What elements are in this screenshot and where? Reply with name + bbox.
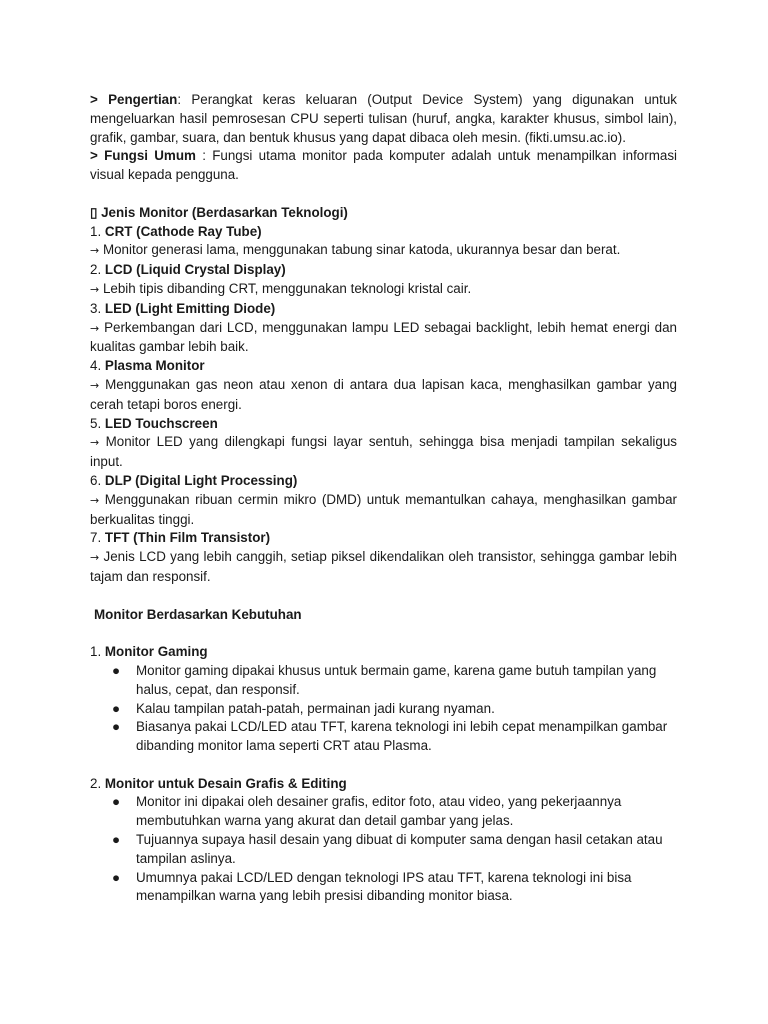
- technology-item: [90, 357, 677, 414]
- list-item-text: Umumnya pakai LCD/LED dengan teknologi IPS atau TFT, karena teknologi ini bisa menampilkan warna yang lebih presisi dibanding monitor biasa.: [136, 869, 632, 904]
- item-description: Monitor generasi lama, menggunakan tabung sinar katoda, ukurannya besar dan berat.: [102, 242, 621, 258]
- item-name: Plasma Monitor: [104, 358, 205, 374]
- item-number: 3.: [90, 300, 102, 316]
- item-number: 2.: [90, 262, 102, 278]
- arrow-right-icon: →: [90, 321, 100, 335]
- arrow-right-icon: →: [90, 282, 100, 296]
- group-title: Monitor Gaming: [104, 644, 208, 660]
- item-number: 7.: [90, 530, 102, 546]
- group-number: 2.: [90, 775, 102, 791]
- item-name: TFT (Thin Film Transistor): [104, 530, 271, 546]
- technology-item: [90, 223, 677, 262]
- placeholder-box-icon: ▯: [90, 204, 98, 220]
- document-page: [90, 91, 677, 906]
- item-number: 6.: [90, 472, 102, 488]
- item-description: Menggunakan ribuan cermin mikro (DMD) untuk memantulkan cahaya, menghasilkan gambar berkualitas tinggi.: [90, 491, 677, 527]
- item-description: Menggunakan gas neon atau xenon di antara dua lapisan kaca, menghasilkan gambar yang cerah tetapi boros energi.: [90, 376, 677, 412]
- technology-item: [90, 300, 677, 357]
- bullet-icon: ●: [112, 794, 121, 810]
- bullet-icon: ●: [112, 700, 121, 716]
- list-item: [90, 662, 677, 700]
- pengertian-paragraph: [90, 91, 677, 147]
- pengertian-label: > Pengertian: [90, 92, 178, 107]
- list-item: [90, 793, 677, 831]
- list-item-text: Kalau tampilan patah-patah, permainan jadi kurang nyaman.: [136, 700, 495, 716]
- needs-group: [90, 775, 677, 907]
- fungsi-paragraph: [90, 147, 677, 185]
- pengertian-text: : Perangkat keras keluaran (Output Device System) yang digunakan untuk mengeluarkan hasil pemrosesan CPU seperti tulisan (huruf, angka, karakter khusus, simbol lain), grafik, gambar, suara, dan bentuk khusus yang dapat dibaca oleh mesin. (fikti.umsu.ac.io).: [90, 92, 677, 145]
- list-item: [90, 700, 677, 719]
- bullet-list: [90, 662, 677, 756]
- list-item-text: Monitor ini dipakai oleh desainer grafis, editor foto, atau video, yang pekerjaannya membutuhkan warna yang akurat dan detail gambar yang jelas.: [136, 794, 622, 829]
- group-title: Monitor untuk Desain Grafis & Editing: [104, 775, 347, 791]
- technology-item: [90, 529, 677, 586]
- arrow-right-icon: →: [90, 493, 100, 507]
- technology-item: [90, 261, 677, 300]
- needs-group: [90, 643, 677, 756]
- section-technology-title: Jenis Monitor (Berdasarkan Teknologi): [101, 204, 348, 220]
- item-name: LCD (Liquid Crystal Display): [104, 262, 286, 278]
- technology-item: [90, 472, 677, 529]
- fungsi-text: : Fungsi utama monitor pada komputer adalah untuk menampilkan informasi visual kepada pengguna.: [90, 148, 677, 183]
- bullet-icon: ●: [112, 869, 121, 885]
- list-item-text: Biasanya pakai LCD/LED atau TFT, karena teknologi ini lebih cepat menampilkan gambar dibanding monitor lama seperti CRT atau Plasma.: [136, 719, 668, 754]
- fungsi-label: > Fungsi Umum: [90, 148, 196, 164]
- item-name: CRT (Cathode Ray Tube): [104, 223, 262, 239]
- bullet-icon: ●: [112, 662, 121, 678]
- group-number: 1.: [90, 644, 102, 660]
- item-description: Monitor LED yang dilengkapi fungsi layar sentuh, sehingga bisa menjadi tampilan sekaligus input.: [90, 434, 677, 470]
- section-technology-heading: [90, 204, 677, 223]
- technology-item: [90, 415, 677, 472]
- item-name: DLP (Digital Light Processing): [104, 472, 298, 488]
- arrow-right-icon: →: [90, 436, 100, 450]
- bullet-icon: ●: [112, 832, 121, 848]
- list-item: [90, 718, 677, 756]
- list-item: [90, 869, 677, 907]
- item-number: 4.: [90, 358, 102, 374]
- arrow-right-icon: →: [90, 378, 100, 392]
- item-name: LED Touchscreen: [104, 415, 218, 431]
- bullet-icon: ●: [112, 719, 121, 735]
- item-name: LED (Light Emitting Diode): [104, 300, 276, 316]
- item-number: 1.: [90, 223, 102, 239]
- list-item-text: Monitor gaming dipakai khusus untuk bermain game, karena game butuh tampilan yang halus, cepat, dan responsif.: [136, 662, 657, 697]
- item-description: Perkembangan dari LCD, menggunakan lampu LED sebagai backlight, lebih hemat energi dan kualitas gambar lebih baik.: [90, 319, 677, 355]
- technology-list: [90, 223, 677, 587]
- bullet-list: [90, 793, 677, 906]
- item-description: Lebih tipis dibanding CRT, menggunakan teknologi kristal cair.: [102, 280, 472, 296]
- list-item: [90, 831, 677, 869]
- arrow-right-icon: →: [90, 244, 100, 258]
- list-item-text: Tujuannya supaya hasil desain yang dibuat di komputer sama dengan hasil cetakan atau tampilan aslinya.: [136, 832, 663, 866]
- section-needs-heading: Monitor Berdasarkan Kebutuhan: [94, 606, 302, 622]
- item-description: Jenis LCD yang lebih canggih, setiap piksel dikendalikan oleh transistor, sehingga gambar lebih tajam dan responsif.: [90, 549, 677, 584]
- arrow-right-icon: →: [90, 551, 100, 565]
- item-number: 5.: [90, 415, 102, 431]
